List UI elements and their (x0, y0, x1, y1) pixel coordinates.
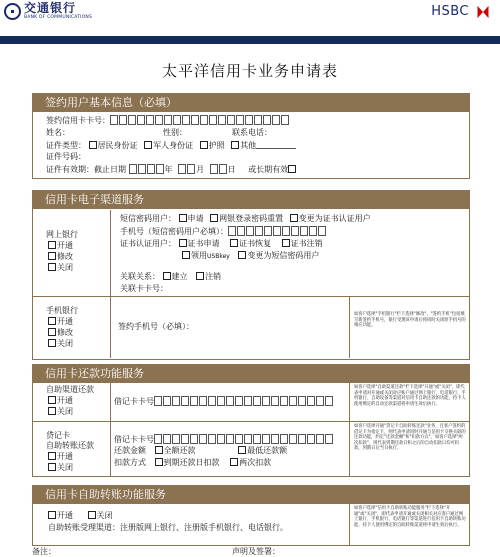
usbkey-checkbox[interactable] (182, 251, 190, 259)
self-transfer-channels: 自助转账受理渠道：注册版网上银行、注册版手机银行、电话银行。 (48, 523, 288, 532)
online-bank-modify-row (48, 252, 73, 262)
cert-opt-apply: 证书申请 (187, 239, 220, 248)
id-opt-passport: 护照 (208, 141, 225, 150)
self-transfer-open-checkbox[interactable] (48, 511, 56, 519)
transfer-repay-close-row (48, 463, 73, 473)
sms-user-label: 短信密码用户： (120, 214, 176, 223)
amount-label: 还款金额 (114, 446, 146, 455)
mobile-bank-open-label: 开通 (57, 317, 73, 326)
usbkey-prefix: 领用 (191, 251, 207, 260)
auto-repay-close-label: 关闭 (57, 407, 73, 416)
mobile-bank-modify-row (48, 328, 73, 338)
auto-repay-open-checkbox[interactable] (48, 396, 56, 404)
id-type-checkbox[interactable] (89, 141, 97, 149)
id-type-checkbox[interactable] (200, 141, 208, 149)
year-field[interactable] (129, 164, 165, 177)
online-bank-close-row (48, 263, 73, 273)
validity-label: 证件有效期：截止日期 (46, 165, 126, 174)
method-row (114, 458, 271, 468)
id-opt-resident: 居民身份证 (97, 141, 138, 150)
self-transfer-note: 如客户选择"信用卡自助转账功能服务"栏下选择"开通"或"关闭"，即代表申请开通或关闭相关对应客户通过网上银行、手机银行、电话银行等渠道进行信用卡自助转账功能，持卡人使用绑定的自助转账渠道将申请生效后执行。 (354, 506, 466, 528)
online-bank-close-label: 关闭 (57, 263, 73, 272)
amount-checkbox[interactable] (238, 446, 246, 454)
remark-label: 备注： (32, 547, 56, 556)
mobile-bank-close-checkbox[interactable] (48, 339, 56, 347)
boc-name: 交通银行 (24, 1, 77, 15)
id-other-field[interactable] (256, 140, 296, 149)
section-heading: 信用卡还款功能服务 (33, 365, 469, 383)
mobile-bank-open-row (48, 317, 73, 327)
sms-opt-to-cert: 变更为证书认证用户 (298, 214, 371, 223)
credit-card-label: 贷记卡 (46, 431, 70, 440)
method-checkbox[interactable] (155, 458, 163, 466)
method-checkbox[interactable] (230, 458, 238, 466)
usbkey-label: USBkey (207, 253, 230, 260)
debit-card-row-1 (114, 396, 334, 409)
to-sms-label: 变更为短信密码用户 (247, 251, 320, 260)
amount-opt-full: 全额还款 (163, 446, 196, 455)
mobile-bank-open-checkbox[interactable] (48, 317, 56, 325)
cert-opt-cancel: 证书注销 (290, 239, 323, 248)
method-opt-due: 到期还款日扣款 (163, 458, 220, 467)
auto-repay-open-row (48, 396, 73, 406)
id-type-checkbox[interactable] (231, 141, 239, 149)
gender-label: 性别： (163, 128, 187, 137)
name-label: 姓名： (46, 128, 70, 137)
self-transfer-options (48, 511, 113, 521)
header-bar (0, 36, 500, 44)
relation-row (120, 272, 221, 282)
mobile-bank-note: 如客户选择"手机银行"栏下选择"修改"，"签约手机"包括填写新签约手机号，银行受理该申请后将同时关闭原手机号的相应功能。 (354, 312, 466, 328)
transfer-repay-open-checkbox[interactable] (48, 452, 56, 460)
page-title: 太平洋信用卡业务申请表 (161, 62, 338, 80)
card-number-field[interactable] (110, 115, 290, 128)
amount-checkbox[interactable] (155, 446, 163, 454)
day-label: 日 (227, 165, 236, 174)
debit-card-label: 借记卡卡号 (114, 397, 154, 406)
mobile-bank-close-row (48, 339, 73, 349)
transfer-repay-close-checkbox[interactable] (48, 463, 56, 471)
relation-checkbox[interactable] (163, 272, 171, 280)
online-bank-open-row (48, 241, 73, 251)
name-row (46, 128, 70, 138)
section-heading: 信用卡电子渠道服务 (33, 191, 469, 209)
mobile-bank-modify-checkbox[interactable] (48, 328, 56, 336)
sms-phone-field[interactable] (228, 226, 327, 239)
month-field[interactable] (178, 164, 196, 177)
relation-card-row (120, 284, 168, 294)
day-field[interactable] (210, 164, 228, 177)
online-bank-modify-label: 修改 (57, 252, 73, 261)
auto-repay-close-checkbox[interactable] (48, 407, 56, 415)
auto-repay-open-label: 开通 (57, 396, 73, 405)
validity-row (46, 164, 297, 177)
relation-opt-create: 建立 (171, 272, 188, 281)
relation-label: 关联关系： (120, 272, 160, 281)
sign-phone-label: 签约手机号（必填）： (118, 322, 194, 331)
self-transfer-close-checkbox[interactable] (88, 511, 96, 519)
id-type-checkbox[interactable] (144, 141, 152, 149)
relation-opt-cancel: 注销 (205, 272, 222, 281)
method-label: 扣款方式 (114, 458, 146, 467)
transfer-repay-open-row (48, 452, 73, 462)
sms-opt-apply: 申请 (187, 214, 204, 223)
auto-repay-close-row (48, 407, 73, 417)
cert-user-label: 证书认证用户： (120, 239, 176, 248)
cert-opt-checkbox[interactable] (179, 239, 187, 247)
phone-required-row (120, 226, 327, 239)
usbkey-row (182, 251, 319, 262)
online-bank-open-checkbox[interactable] (48, 241, 56, 249)
mobile-bank-label: 手机银行 (46, 306, 78, 315)
auto-repay-note: 如客户选择"自助渠道还款"栏下选择"开通"或"关闭"，即代表申请对开通或关闭对应账户通过网上银行、电话银行、手机银行、自助设备等渠道对信用卡自助还款的功能，持卡人使用绑定的自动还款渠道将申请生效后执行。 (354, 385, 466, 407)
card-number-row (46, 115, 290, 128)
self-transfer-close-label: 关闭 (96, 511, 113, 520)
amount-row (114, 446, 287, 456)
long-valid-label: 或长期有效 (248, 165, 289, 174)
id-number-label: 证件号码： (46, 152, 86, 161)
relation-card-label: 关联卡卡号： (120, 284, 168, 293)
transfer-repay-note: 如客户选择开通"贷记卡自助转账还款"业务，且客户签约的借记卡为指定卡，则代表申请同时开通与信用卡交换关联的还款功能，约定"还款金额"和"扣款方式"，如客户选择"两次扣款"，则代表到期还款日和之后的自动扣款日均可扣款，到期日后当日执行。 (354, 424, 466, 451)
mobile-bank-close-label: 关闭 (57, 339, 73, 348)
section-heading: 签约用户基本信息（必填） (33, 94, 469, 112)
long-valid-checkbox[interactable] (288, 165, 296, 173)
sms-user-row (120, 214, 371, 224)
online-bank-close-checkbox[interactable] (48, 263, 56, 271)
auto-repay-label: 自助渠道还款 (46, 385, 94, 394)
sms-opt-checkbox[interactable] (179, 214, 187, 222)
id-type-row (46, 140, 296, 151)
section-heading: 信用卡自助转账功能服务 (33, 486, 469, 504)
mobile-bank-modify-label: 修改 (57, 328, 73, 337)
hsbc-name: HSBC (431, 4, 469, 19)
online-bank-modify-checkbox[interactable] (48, 252, 56, 260)
debit-card-field[interactable] (154, 396, 334, 409)
relation-checkbox[interactable] (196, 272, 204, 280)
id-opt-other: 其他 (240, 141, 257, 150)
sms-opt-checkbox[interactable] (290, 214, 298, 222)
method-opt-twice: 两次扣款 (239, 458, 272, 467)
cert-opt-checkbox[interactable] (282, 239, 290, 247)
phone-label: 联系电话： (232, 128, 272, 137)
amount-opt-min: 最低还款额 (247, 446, 288, 455)
online-bank-open-label: 开通 (57, 241, 73, 250)
sms-opt-checkbox[interactable] (210, 214, 218, 222)
transfer-repay-open-label: 开通 (57, 452, 73, 461)
cert-user-row (120, 239, 323, 249)
phone-required-label: 手机号（短信密码用户必填）： (120, 227, 228, 236)
sms-opt-reset: 网银登录密码重置 (219, 214, 284, 223)
transfer-repay-close-label: 关闭 (57, 463, 73, 472)
boc-english-name: BANK OF COMMUNICATIONS (24, 15, 93, 20)
debit-card-label: 借记卡卡号 (114, 435, 154, 444)
id-opt-military: 军人身份证 (153, 141, 194, 150)
hsbc-hexagon-icon (472, 6, 494, 18)
self-transfer-open-label: 开通 (57, 511, 73, 520)
month-label: 月 (196, 165, 205, 174)
boc-emblem-icon (4, 3, 21, 20)
hsbc-logo (431, 4, 494, 19)
to-sms-checkbox[interactable] (238, 251, 246, 259)
boc-logo (4, 2, 92, 21)
online-bank-label: 网上银行 (46, 230, 78, 239)
auto-transfer-repay-label: 自助转账还款 (46, 441, 94, 450)
sign-phone-row (118, 322, 194, 332)
year-label: 年 (164, 165, 173, 174)
card-number-label: 签约信用卡卡号： (46, 116, 110, 125)
cert-opt-recover: 证书恢复 (239, 239, 272, 248)
id-type-label: 证件类型： (46, 141, 86, 150)
declaration-label: 声明及签署： (232, 547, 280, 556)
cert-opt-checkbox[interactable] (230, 239, 238, 247)
